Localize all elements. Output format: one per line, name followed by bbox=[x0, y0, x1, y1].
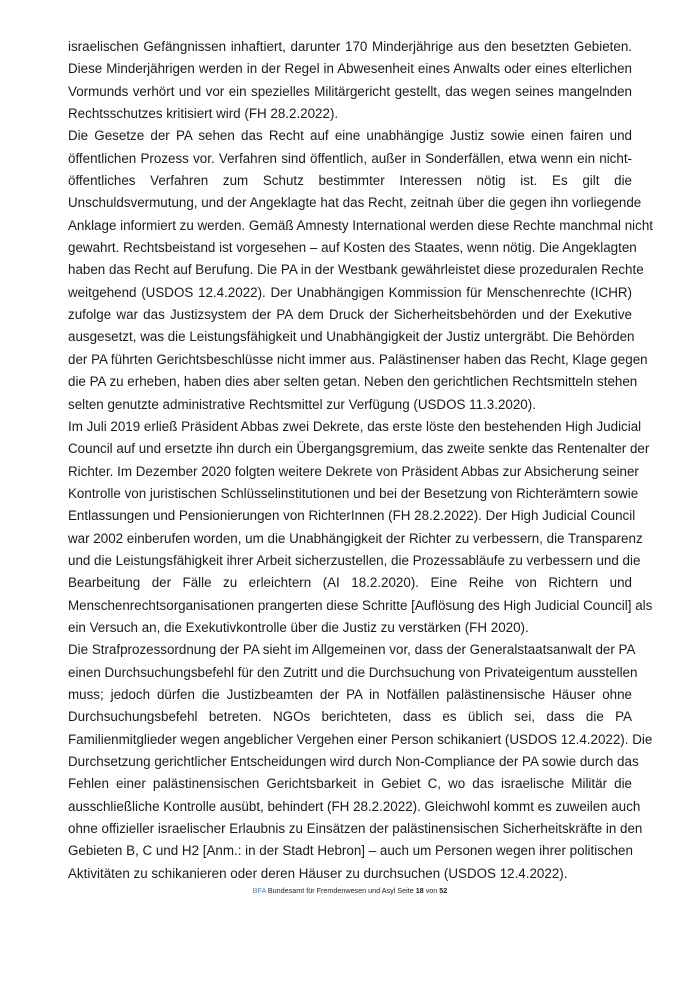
text-line: Fehlen einer palästinensischen Gerichtsbarkeit in Gebiet C, wo das israelische Militär die bbox=[68, 776, 632, 792]
text-line: Menschenrechtsorganisationen prangerten diese Schritte [Auflösung des High Judicial Council] als bbox=[68, 597, 653, 613]
text-line: Richter. Im Dezember 2020 folgten weitere Dekrete von Präsident Abbas zur Absicherung seiner bbox=[68, 463, 639, 479]
text-line: Rechtsschutzes kritisiert wird (FH 28.2.2022). bbox=[68, 106, 339, 122]
text-line: weitgehend (USDOS 12.4.2022). Der Unabhängigen Kommission für Menschenrechte (ICHR) bbox=[68, 284, 632, 300]
paragraph bbox=[68, 416, 653, 639]
footer-brand: BFA bbox=[252, 886, 266, 895]
text-line: Die Gesetze der PA sehen das Recht auf eine unabhängige Justiz sowie einen fairen und bbox=[68, 128, 632, 144]
text-line: Bearbeitung der Fälle zu erleichtern (AI 18.2.2020). Eine Reihe von Richtern und bbox=[68, 575, 632, 591]
text-line: Durchsuchungsbefehl betreten. NGOs berichteten, dass es üblich sei, dass die PA bbox=[68, 709, 632, 725]
text-line: muss; jedoch dürfen die Justizbeamten der PA in Notfällen palästinensische Häuser ohne bbox=[68, 686, 632, 702]
paragraph bbox=[68, 125, 654, 415]
text-line: Vormunds verhört und vor ein spezielles Militärgericht gestellt, das wegen seines mangelnden bbox=[68, 83, 632, 99]
text-line: israelischen Gefängnissen inhaftiert, darunter 170 Minderjährige aus den besetzten Gebieten. bbox=[68, 39, 632, 54]
text-line: ohne offizieller israelischer Erlaubnis zu Einsätzen der palästinensischen Sicherheitskräfte in den bbox=[68, 821, 643, 837]
text-line: Familienmitglieder wegen angeblicher Vergehen einer Person schikaniert (USDOS 12.4.2022). Die bbox=[68, 731, 653, 747]
text-line: der PA führten Gerichtsbeschlüsse nicht immer aus. Palästinenser haben das Recht, Klage gegen bbox=[68, 351, 648, 367]
document-body bbox=[68, 36, 654, 885]
text-line: öffentliches Verfahren zum Schutz bestimmter Interessen nötig ist. Es gilt die bbox=[68, 173, 632, 189]
footer-page-total: 52 bbox=[439, 886, 448, 895]
text-line: Die Strafprozessordnung der PA sieht im Allgemeinen vor, dass der Generalstaatsanwalt der PA bbox=[68, 642, 636, 658]
text-line: Im Juli 2019 erließ Präsident Abbas zwei Dekrete, das erste löste den bestehenden High Judicial bbox=[68, 418, 642, 434]
text-line: ein Versuch an, die Exekutivkontrolle über die Justiz zu verstärken (FH 2020). bbox=[68, 619, 529, 635]
footer-page-number: 18 bbox=[415, 886, 424, 895]
paragraph bbox=[68, 639, 653, 885]
page-footer bbox=[0, 886, 700, 895]
text-line: einen Durchsuchungsbefehl für den Zutritt und die Durchsuchung von Privateigentum ausstellen bbox=[68, 664, 638, 680]
text-line: Aktivitäten zu schikanieren oder deren Häuser zu durchsuchen (USDOS 12.4.2022). bbox=[68, 865, 568, 881]
text-line: zufolge war das Justizsystem der PA dem Druck der Sicherheitsbehörden und der Exekutive bbox=[68, 307, 632, 323]
footer-of: von bbox=[423, 886, 440, 895]
text-line: Kontrolle von juristischen Schlüsselinstitutionen und bei der Besetzung von Richterämtern sowie bbox=[68, 485, 639, 501]
text-line: Unschuldsvermutung, und der Angeklagte hat das Recht, zeitnah über die gegen ihn vorliegende bbox=[68, 195, 642, 211]
text-line: öffentlichen Prozess vor. Verfahren sind öffentlich, außer in Sonderfällen, etwa wenn ein nicht- bbox=[68, 150, 632, 166]
text-line: ausgesetzt, was die Leistungsfähigkeit und Unabhängigkeit der Justiz untergräbt. Die Behörden bbox=[68, 329, 635, 345]
text-line: Council auf und ersetzte ihn durch ein Übergangsgremium, das zweite senkte das Rentenalter der bbox=[68, 441, 650, 457]
text-line: und die Leistungsfähigkeit ihrer Arbeit sicherzustellen, die Prozessabläufe zu verbessern und die bbox=[68, 552, 641, 568]
paragraph bbox=[68, 36, 632, 125]
text-line: Diese Minderjährigen werden in der Regel in Abwesenheit eines Anwalts oder eines elterlichen bbox=[68, 61, 632, 77]
text-line: ausschließliche Kontrolle ausübt, behindert (FH 28.2.2022). Gleichwohl kommt es zuweilen auch bbox=[68, 798, 641, 814]
text-line: Durchsetzung gerichtlicher Entscheidungen wird durch Non-Compliance der PA sowie durch das bbox=[68, 754, 639, 769]
text-line: Entlassungen und Pensionierungen von RichterInnen (FH 28.2.2022). Der High Judicial Council bbox=[68, 508, 636, 524]
text-line: selten genutzte administrative Rechtsmittel zur Verfügung (USDOS 11.3.2020). bbox=[68, 396, 536, 412]
text-line: gewahrt. Rechtsbeistand ist vorgesehen – auf Kosten des Staates, wenn nötig. Die Angeklagten bbox=[68, 240, 637, 256]
text-line: haben das Recht auf Berufung. Die PA in der Westbank gewährleistet diese prozeduralen Rechte bbox=[68, 262, 644, 278]
text-line: die PA zu erheben, haben dies aber selten getan. Neben den gerichtlichen Rechtsmitteln stehen bbox=[68, 374, 638, 390]
footer-org: Bundesamt für Fremdenwesen und Asyl Seite bbox=[265, 886, 416, 895]
text-line: war 2002 einberufen worden, um die Unabhängigkeit der Richter zu verbessern, die Transparenz bbox=[68, 530, 643, 546]
text-line: Gebieten B, C und H2 [Anm.: in der Stadt Hebron] – auch um Personen wegen ihrer politischen bbox=[68, 843, 633, 859]
text-line: Anklage informiert zu werden. Gemäß Amnesty International werden diese Rechte manchmal nicht bbox=[68, 217, 654, 233]
